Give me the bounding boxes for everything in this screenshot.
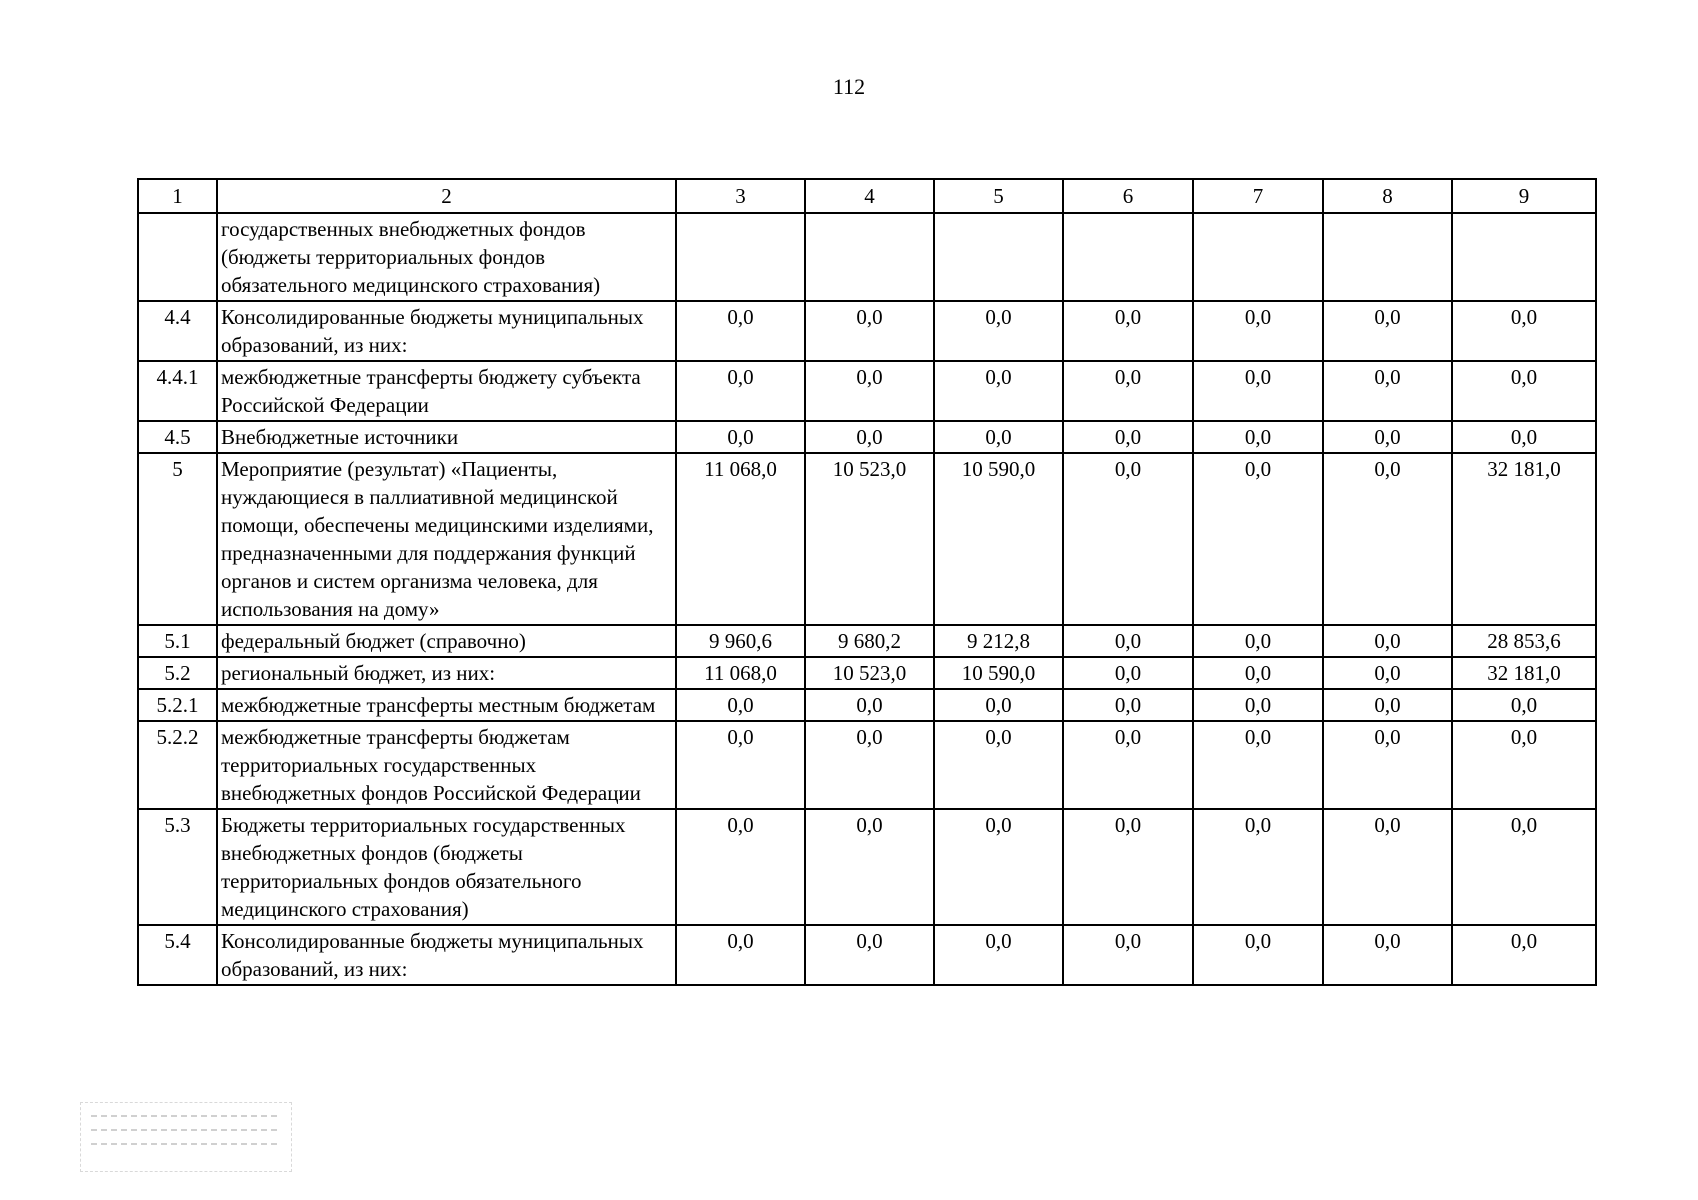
row-name: Консолидированные бюджеты муниципальных образований, из них: [217,301,676,361]
row-name: межбюджетные трансферты местным бюджетам [217,689,676,721]
row-value-col-4 [805,213,934,301]
row-value-col-8: 0,0 [1323,301,1452,361]
row-value-col-7: 0,0 [1193,689,1323,721]
row-value-col-6: 0,0 [1063,421,1193,453]
column-header: 6 [1063,179,1193,213]
table-row [138,453,1596,625]
row-value-col-7: 0,0 [1193,453,1323,625]
row-name: межбюджетные трансферты бюджету субъекта Российской Федерации [217,361,676,421]
column-header: 4 [805,179,934,213]
row-value-col-6: 0,0 [1063,625,1193,657]
row-code: 4.5 [138,421,217,453]
row-value-col-7: 0,0 [1193,361,1323,421]
row-value-col-9 [1452,213,1596,301]
row-value-col-3: 0,0 [676,721,805,809]
row-code: 5.3 [138,809,217,925]
row-code: 4.4.1 [138,361,217,421]
row-value-col-6: 0,0 [1063,809,1193,925]
row-code: 5.4 [138,925,217,985]
row-value-col-9: 28 853,6 [1452,625,1596,657]
row-value-col-9: 32 181,0 [1452,657,1596,689]
row-name: Бюджеты территориальных государственных внебюджетных фондов (бюджеты территориальных фондов обязательного медицинского страхования) [217,809,676,925]
row-value-col-3: 11 068,0 [676,657,805,689]
table-row [138,213,1596,301]
table-row [138,721,1596,809]
row-value-col-6: 0,0 [1063,361,1193,421]
column-header: 8 [1323,179,1452,213]
row-value-col-3 [676,213,805,301]
row-value-col-8: 0,0 [1323,361,1452,421]
row-value-col-7 [1193,213,1323,301]
row-value-col-5: 10 590,0 [934,453,1063,625]
row-value-col-6 [1063,213,1193,301]
row-value-col-5: 0,0 [934,721,1063,809]
row-value-col-6: 0,0 [1063,721,1193,809]
row-value-col-4: 0,0 [805,689,934,721]
row-value-col-4: 10 523,0 [805,453,934,625]
row-value-col-9: 0,0 [1452,809,1596,925]
row-value-col-6: 0,0 [1063,453,1193,625]
row-value-col-8: 0,0 [1323,689,1452,721]
column-header: 7 [1193,179,1323,213]
stamp-mark [80,1102,292,1172]
row-value-col-5: 0,0 [934,689,1063,721]
table-row [138,421,1596,453]
row-value-col-9: 32 181,0 [1452,453,1596,625]
row-value-col-5: 0,0 [934,301,1063,361]
row-value-col-3: 0,0 [676,421,805,453]
row-code: 4.4 [138,301,217,361]
table-row [138,657,1596,689]
row-value-col-7: 0,0 [1193,625,1323,657]
row-name: Мероприятие (результат) «Пациенты, нуждающиеся в паллиативной медицинской помощи, обеспечены медицинскими изделиями, предназначенными для поддержания функций органов и систем организма человека, для использования на дому» [217,453,676,625]
row-value-col-9: 0,0 [1452,421,1596,453]
row-code: 5.2.2 [138,721,217,809]
row-value-col-4: 0,0 [805,301,934,361]
table-row [138,301,1596,361]
row-name: Консолидированные бюджеты муниципальных образований, из них: [217,925,676,985]
row-value-col-8: 0,0 [1323,809,1452,925]
table-header-row [138,179,1596,213]
row-name: межбюджетные трансферты бюджетам территориальных государственных внебюджетных фондов Российской Федерации [217,721,676,809]
row-value-col-7: 0,0 [1193,925,1323,985]
column-header: 2 [217,179,676,213]
row-value-col-4: 9 680,2 [805,625,934,657]
table-row [138,809,1596,925]
row-value-col-6: 0,0 [1063,657,1193,689]
row-code [138,213,217,301]
row-value-col-8: 0,0 [1323,721,1452,809]
row-name: региональный бюджет, из них: [217,657,676,689]
row-value-col-3: 0,0 [676,361,805,421]
row-code: 5.2.1 [138,689,217,721]
page-number: 112 [832,74,866,99]
table-row [138,361,1596,421]
row-value-col-3: 0,0 [676,301,805,361]
row-value-col-7: 0,0 [1193,301,1323,361]
table-row [138,925,1596,985]
row-value-col-3: 0,0 [676,925,805,985]
row-value-col-4: 0,0 [805,809,934,925]
column-header: 5 [934,179,1063,213]
table-row [138,625,1596,657]
row-value-col-5: 0,0 [934,421,1063,453]
budget-table [137,178,1597,986]
row-value-col-7: 0,0 [1193,421,1323,453]
row-code: 5.2 [138,657,217,689]
row-value-col-4: 0,0 [805,721,934,809]
row-code: 5 [138,453,217,625]
row-value-col-4: 10 523,0 [805,657,934,689]
row-value-col-5: 0,0 [934,809,1063,925]
row-code: 5.1 [138,625,217,657]
row-value-col-8: 0,0 [1323,625,1452,657]
row-value-col-7: 0,0 [1193,721,1323,809]
row-value-col-5 [934,213,1063,301]
row-value-col-6: 0,0 [1063,925,1193,985]
row-value-col-9: 0,0 [1452,689,1596,721]
row-name: государственных внебюджетных фондов (бюджеты территориальных фондов обязательного медицинского страхования) [217,213,676,301]
row-value-col-3: 0,0 [676,809,805,925]
column-header: 1 [138,179,217,213]
row-value-col-8: 0,0 [1323,925,1452,985]
row-value-col-8: 0,0 [1323,453,1452,625]
row-value-col-3: 9 960,6 [676,625,805,657]
row-value-col-6: 0,0 [1063,689,1193,721]
row-value-col-4: 0,0 [805,421,934,453]
row-value-col-5: 0,0 [934,925,1063,985]
row-value-col-7: 0,0 [1193,809,1323,925]
row-value-col-8: 0,0 [1323,657,1452,689]
column-header: 9 [1452,179,1596,213]
column-header: 3 [676,179,805,213]
table-body [138,213,1596,985]
row-value-col-9: 0,0 [1452,301,1596,361]
row-value-col-8: 0,0 [1323,421,1452,453]
table-row [138,689,1596,721]
row-value-col-4: 0,0 [805,925,934,985]
row-value-col-7: 0,0 [1193,657,1323,689]
row-value-col-9: 0,0 [1452,721,1596,809]
row-value-col-3: 11 068,0 [676,453,805,625]
row-value-col-5: 9 212,8 [934,625,1063,657]
row-value-col-3: 0,0 [676,689,805,721]
row-value-col-4: 0,0 [805,361,934,421]
row-value-col-9: 0,0 [1452,361,1596,421]
row-name: Внебюджетные источники [217,421,676,453]
row-value-col-6: 0,0 [1063,301,1193,361]
row-value-col-9: 0,0 [1452,925,1596,985]
row-value-col-8 [1323,213,1452,301]
row-value-col-5: 0,0 [934,361,1063,421]
row-value-col-5: 10 590,0 [934,657,1063,689]
row-name: федеральный бюджет (справочно) [217,625,676,657]
